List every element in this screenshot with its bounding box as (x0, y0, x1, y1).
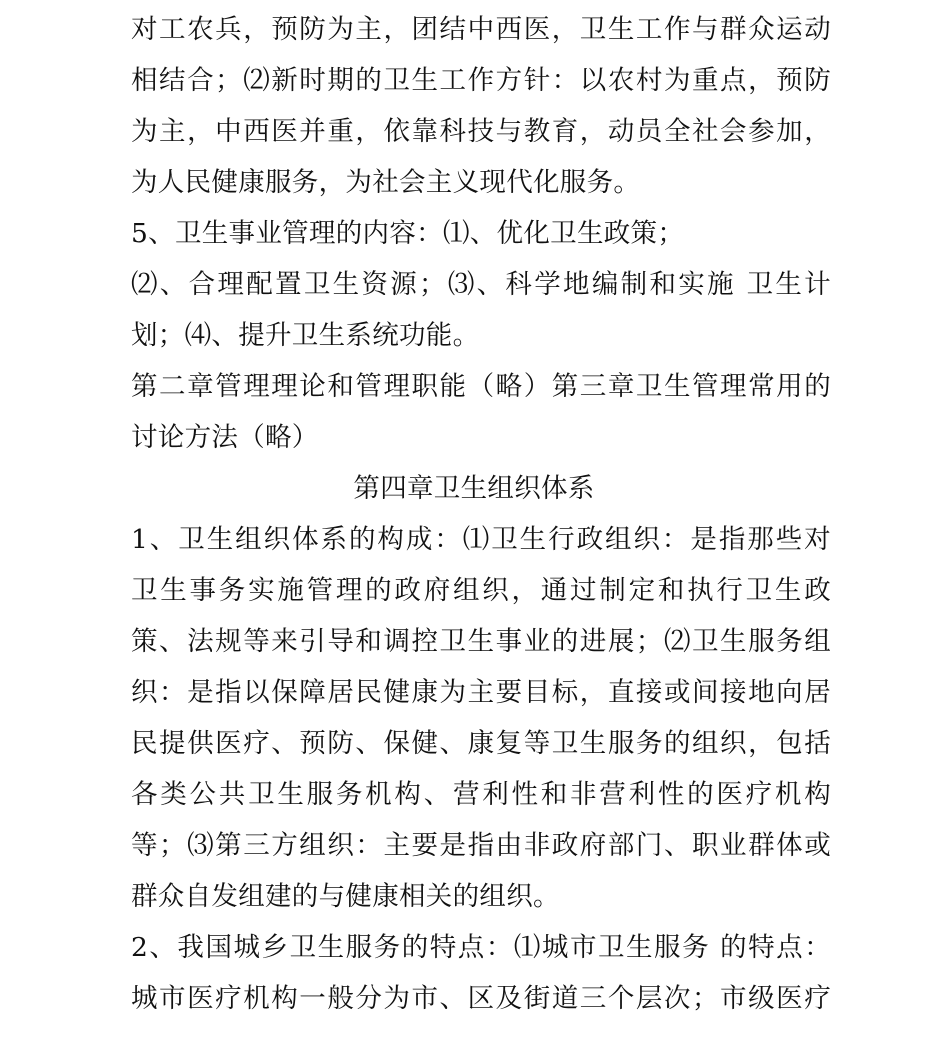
text-line: 卫生事务实施管理的政府组织，通过制定和执行卫生政 (131, 575, 831, 606)
chapter-heading: 第四章卫生组织体系 (353, 473, 595, 504)
text-line: 群众自发组建的与健康相关的组织。 (131, 881, 560, 912)
text-line: 1、卫生组织体系的构成：⑴卫生行政组织：是指那些对 (131, 524, 831, 555)
text-line: 为人民健康服务，为社会主义现代化服务。 (131, 167, 641, 198)
text-line: 各类公共卫生服务机构、营利性和非营利性的医疗机构 (131, 779, 831, 810)
text-line: 城市医疗机构一般分为市、区及街道三个层次；市级医疗 (131, 983, 831, 1014)
text-line: 民提供医疗、预防、保健、康复等卫生服务的组织，包括 (131, 728, 831, 759)
text-line: 划；⑷、提升卫生系统功能。 (131, 320, 480, 351)
text-line: ⑵、合理配置卫生资源；⑶、科学地编制和实施 卫生计 (131, 269, 831, 300)
text-line: 为主，中西医并重，依靠科技与教育，动员全社会参加， (131, 116, 831, 147)
text-line: 对工农兵，预防为主，团结中西医，卫生工作与群众运动 (131, 14, 831, 45)
text-line: 等；⑶第三方组织：主要是指由非政府部门、职业群体或 (131, 830, 831, 861)
text-line: 策、法规等来引导和调控卫生事业的进展；⑵卫生服务组 (131, 626, 831, 657)
text-line: 讨论方法（略） (131, 422, 319, 453)
text-line: 5、卫生事业管理的内容：⑴、优化卫生政策； (131, 218, 685, 249)
text-line: 第二章管理理论和管理职能（略）第三章卫生管理常用的 (131, 371, 831, 402)
text-line: 织：是指以保障居民健康为主要目标，直接或间接地向居 (131, 677, 831, 708)
text-line: 2、我国城乡卫生服务的特点：⑴城市卫生服务 的特点： (131, 932, 831, 963)
text-line: 相结合；⑵新时期的卫生工作方针：以农村为重点，预防 (131, 65, 831, 96)
